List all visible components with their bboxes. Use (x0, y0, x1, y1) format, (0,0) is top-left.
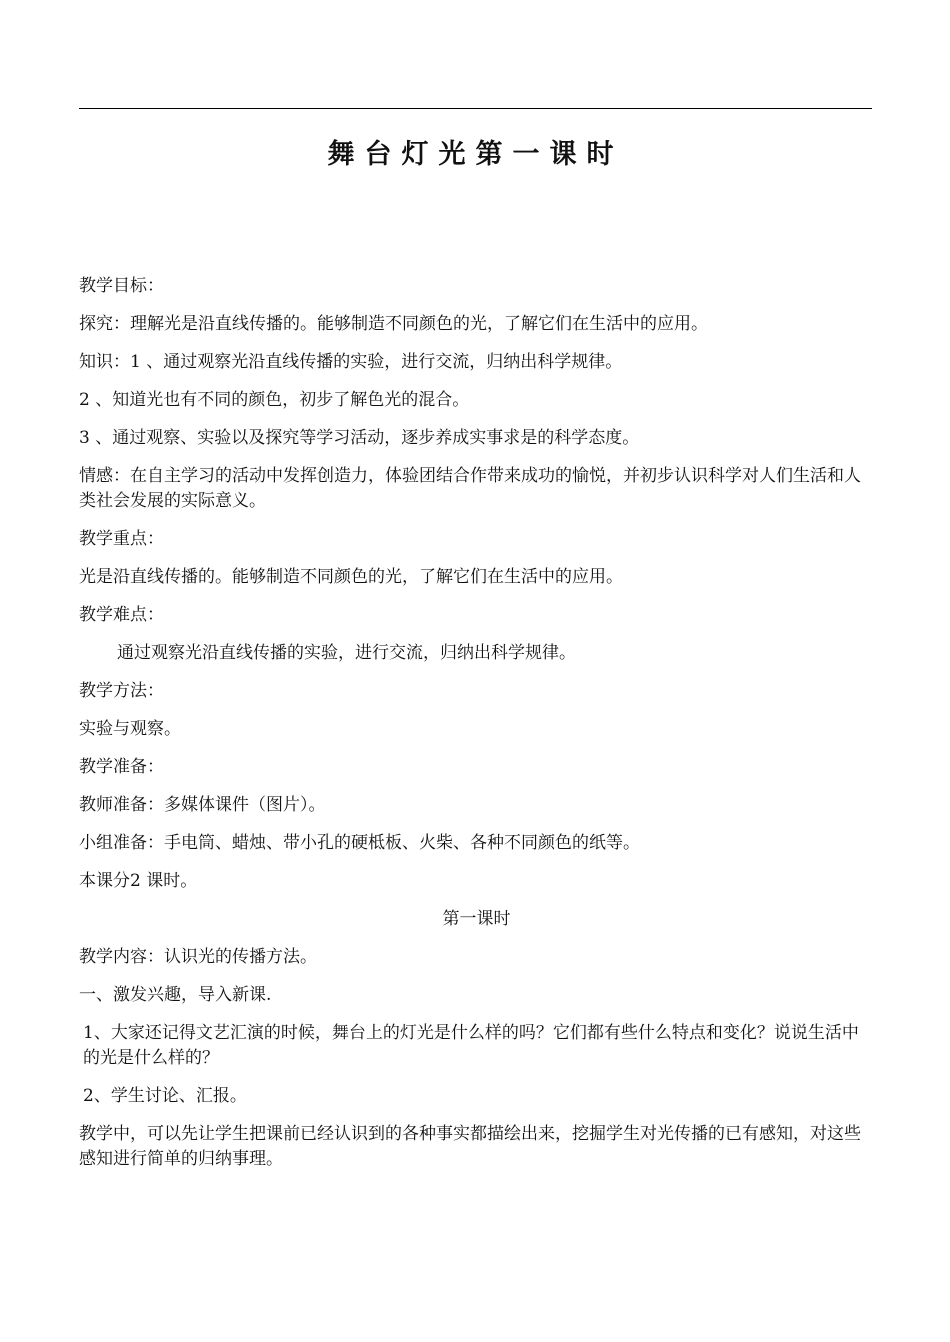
paragraph-difficulties-heading: 教学难点： (79, 605, 164, 625)
paragraph-key-points: 光是沿直线传播的。能够制造不同颜色的光，了解它们在生活中的应用。 (79, 567, 623, 587)
paragraph-knowledge-2: 2 、知道光也有不同的颜色，初步了解色光的混合。 (79, 390, 470, 410)
section-heading-first-lesson: 第一课时 (442, 909, 511, 929)
paragraph-step-1-2: 2、学生讨论、汇报。 (83, 1086, 247, 1106)
paragraph-inquiry: 探究：理解光是沿直线传播的。能够制造不同颜色的光，了解它们在生活中的应用。 (79, 314, 708, 334)
paragraph-methods: 实验与观察。 (79, 719, 181, 739)
paragraph-preparation-heading: 教学准备： (79, 757, 164, 777)
paragraph-lesson-count: 本课分2 课时。 (79, 871, 198, 891)
paragraph-teaching-note: 教学中，可以先让学生把课前已经认识到的各种事实都描绘出来，挖掘学生对光传播的已有感知，对这些感知进行简单的归纳事理。 (79, 1124, 861, 1169)
header-rule (79, 108, 872, 109)
document-title: 舞台灯光第一课时 (327, 139, 624, 170)
paragraph-objectives-heading: 教学目标： (79, 276, 164, 296)
paragraph-knowledge-3: 3 、通过观察、实验以及探究等学习活动，逐步养成实事求是的科学态度。 (79, 428, 640, 448)
paragraph-knowledge-1: 知识：1 、通过观察光沿直线传播的实验，进行交流，归纳出科学规律。 (79, 352, 623, 372)
paragraph-difficulties: 通过观察光沿直线传播的实验，进行交流，归纳出科学规律。 (117, 643, 576, 663)
paragraph-key-points-heading: 教学重点： (79, 529, 164, 549)
paragraph-methods-heading: 教学方法： (79, 681, 164, 701)
paragraph-emotion: 情感：在自主学习的活动中发挥创造力，体验团结合作带来成功的愉悦，并初步认识科学对人们生活和人类社会发展的实际意义。 (79, 466, 861, 511)
paragraph-group-prep: 小组准备：手电筒、蜡烛、带小孔的硬柢板、火柴、各种不同颜色的纸等。 (79, 833, 640, 853)
paragraph-content: 教学内容：认识光的传播方法。 (79, 947, 317, 967)
paragraph-step-1-1: 1、大家还记得文艺汇演的时候，舞台上的灯光是什么样的吗？它们都有些什么特点和变化？说说生活中的光是什么样的？ (83, 1023, 859, 1068)
document-body (79, 274, 874, 1185)
paragraph-teacher-prep: 教师准备：多媒体课件（图片）。 (79, 795, 326, 815)
paragraph-step-1-heading: 一、激发兴趣，导入新课. (79, 985, 272, 1005)
